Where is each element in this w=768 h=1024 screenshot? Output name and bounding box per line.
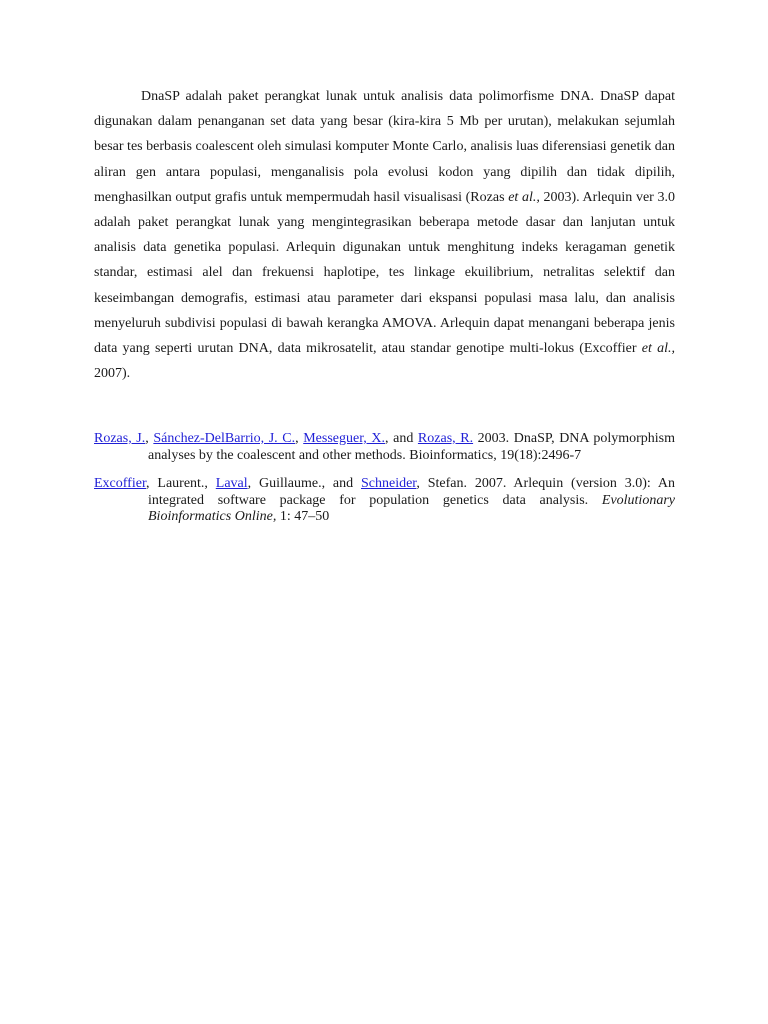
reference-author-text: , Laurent., [146, 476, 216, 492]
reference-separator: , and [385, 431, 418, 446]
reference-separator: , [295, 431, 304, 446]
author-link-rozas-r[interactable]: Rozas, R. [417, 431, 474, 446]
et-al-italic-1: et al., [508, 189, 540, 205]
reference-citation-text: , Stefan. 2007. Arlequin (version 3.0): An integrated software package for population genetics data analysis. [148, 476, 675, 508]
reference-list [94, 431, 675, 538]
author-link-laval[interactable]: Laval [215, 476, 248, 492]
paragraph-text-3: 2007). [94, 366, 131, 382]
body-paragraph [94, 84, 675, 386]
author-link-sanchez-delbarrio[interactable]: Sánchez-DelBarrio, J. C. [153, 431, 296, 446]
paragraph-text-1: DnaSP adalah paket perangkat lunak untuk analisis data polimorfisme DNA. DnaSP dapat digunakan dalam penanganan set data yang besar (kira-kira 5 Mb per urutan), melakukan sejumlah besar tes berbasis coalescent oleh simulasi komputer Monte Carlo, analisis luas diferensiasi genetik dan aliran gen antara populasi, menganalisis pola evolusi kodon yang dipilih dan tidak dipilih, menghasilkan output grafis untuk mempermudah hasil visualisasi (Rozas [94, 89, 675, 205]
reference-rozas-2003 [94, 431, 675, 464]
author-link-schneider[interactable]: Schneider [360, 476, 417, 492]
reference-citation-text: 2003. DnaSP, DNA polymorphism analyses by the coalescent and other methods. Bioinformatics, 19(18):2496-7 [148, 431, 676, 463]
paragraph-text-2: 2003). Arlequin ver 3.0 adalah paket perangkat lunak yang mengintegrasikan beberapa metode dasar dan lanjutan untuk analisis data genetika populasi. Arlequin digunakan untuk menghitung indeks keragaman genetik standar, estimasi alel dan frekuensi haplotipe, tes linkage ekuilibrium, netralitas selektif dan keseimbangan demografis, estimasi atau parameter dari ekspansi populasi masa lalu, dan analisis menyeluruh subdivisi populasi di bawah kerangka AMOVA. Arlequin dapat menangani beberapa jenis data yang seperti urutan DNA, data mikrosatelit, atau standar genotipe multi-lokus (Excoffier [94, 189, 675, 357]
reference-separator: , [145, 431, 154, 446]
reference-pages: 1: 47–50 [276, 509, 330, 525]
author-link-messeguer[interactable]: Messeguer, X. [303, 431, 386, 446]
reference-excoffier-2007 [94, 476, 675, 526]
et-al-italic-2: et al., [641, 341, 675, 357]
journal-title: Evolutionary Bioinformatics Online, [148, 492, 675, 525]
author-link-rozas-j[interactable]: Rozas, J. [94, 431, 146, 446]
author-link-excoffier[interactable]: Excoffier [94, 476, 147, 492]
reference-author-text: , Guillaume., and [247, 476, 361, 492]
